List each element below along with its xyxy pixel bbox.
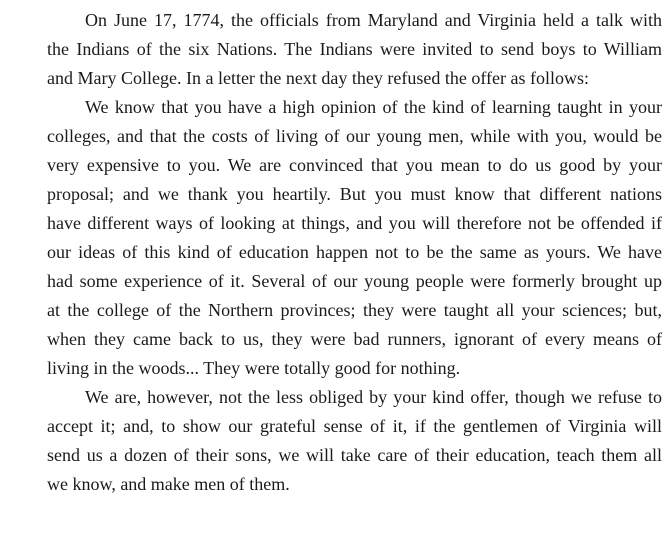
text-line: the Indians of the six Nations. The Indians were invited to send boys to William <box>47 39 662 59</box>
text-line: living in the woods... They were totally good for nothing. <box>47 358 461 378</box>
text-line: at the college of the Northern provinces; they were taught all your sciences; but, <box>47 300 662 320</box>
text-line: very expensive to you. We are convinced that you mean to do us good by your <box>47 155 662 175</box>
paragraph-letter-body <box>9 93 662 383</box>
text-line: colleges, and that the costs of living of our young men, while with you, would be <box>47 126 662 146</box>
paragraph-letter-closing <box>9 383 662 499</box>
text-line: proposal; and we thank you heartily. But you must know that different nations <box>47 184 662 204</box>
text-line: had some experience of it. Several of our young people were formerly brought up <box>47 271 662 291</box>
text-line: accept it; and, to show our grateful sense of it, if the gentlemen of Virginia will <box>47 416 662 436</box>
text-line: We know that you have a high opinion of the kind of learning taught in your <box>85 97 662 117</box>
text-line: and Mary College. In a letter the next day they refused the offer as follows: <box>47 68 589 88</box>
text-line: when they came back to us, they were bad runners, ignorant of every means of <box>47 329 662 349</box>
text-line: have different ways of looking at things, and you will therefore not be offended if <box>47 213 662 233</box>
text-line: our ideas of this kind of education happen not to be the same as yours. We have <box>47 242 662 262</box>
text-line: we know, and make men of them. <box>47 474 290 494</box>
text-line: We are, however, not the less obliged by your kind offer, though we refuse to <box>85 387 662 407</box>
paragraph-intro <box>9 6 662 93</box>
text-line: On June 17, 1774, the officials from Maryland and Virginia held a talk with <box>85 10 662 30</box>
text-line: send us a dozen of their sons, we will take care of their education, teach them all <box>47 445 662 465</box>
